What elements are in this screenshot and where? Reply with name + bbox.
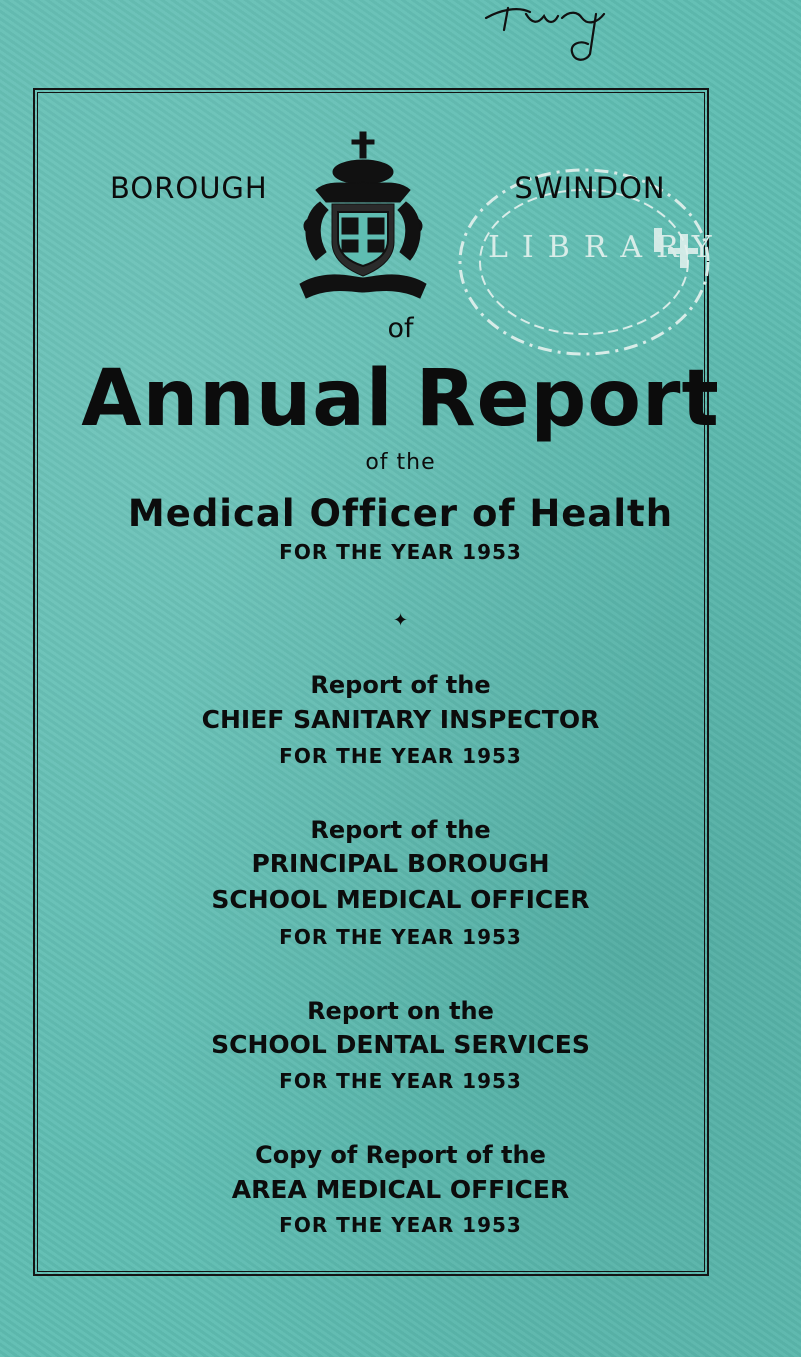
coat-of-arms-icon <box>296 128 430 314</box>
town-label: SWINDON <box>514 171 666 205</box>
page-title <box>0 354 801 444</box>
section-year: FOR THE YEAR 1953 <box>279 1069 522 1093</box>
divider-diamond-icon: ✦ <box>392 610 409 631</box>
section-year: FOR THE YEAR 1953 <box>279 925 522 949</box>
section-heading: PRINCIPAL BOROUGH <box>251 849 550 878</box>
section-heading: SCHOOL DENTAL SERVICES <box>211 1030 590 1059</box>
section-intro: Report on the <box>307 997 494 1025</box>
of-label: of <box>387 313 414 344</box>
section-intro: Copy of Report of the <box>255 1141 546 1169</box>
stamp-text: LIBRARY <box>488 230 726 265</box>
page-subtitle: Medical Officer of Health <box>127 492 674 535</box>
section-intro: Report of the <box>310 671 491 699</box>
of-the-label: of the <box>365 450 436 475</box>
title-word-annual: Annual <box>81 354 394 444</box>
section-year: FOR THE YEAR 1953 <box>279 1213 522 1237</box>
section-year: FOR THE YEAR 1953 <box>279 744 522 768</box>
section-heading: AREA MEDICAL OFFICER <box>231 1175 570 1204</box>
section-heading: SCHOOL MEDICAL OFFICER <box>211 885 590 914</box>
title-word-report: Report <box>415 354 720 444</box>
handwritten-annotation <box>478 0 628 64</box>
section-intro: Report of the <box>310 816 491 844</box>
title-year: FOR THE YEAR 1953 <box>279 540 522 564</box>
section-heading: CHIEF SANITARY INSPECTOR <box>201 705 600 734</box>
borough-label: BOROUGH <box>110 171 268 205</box>
